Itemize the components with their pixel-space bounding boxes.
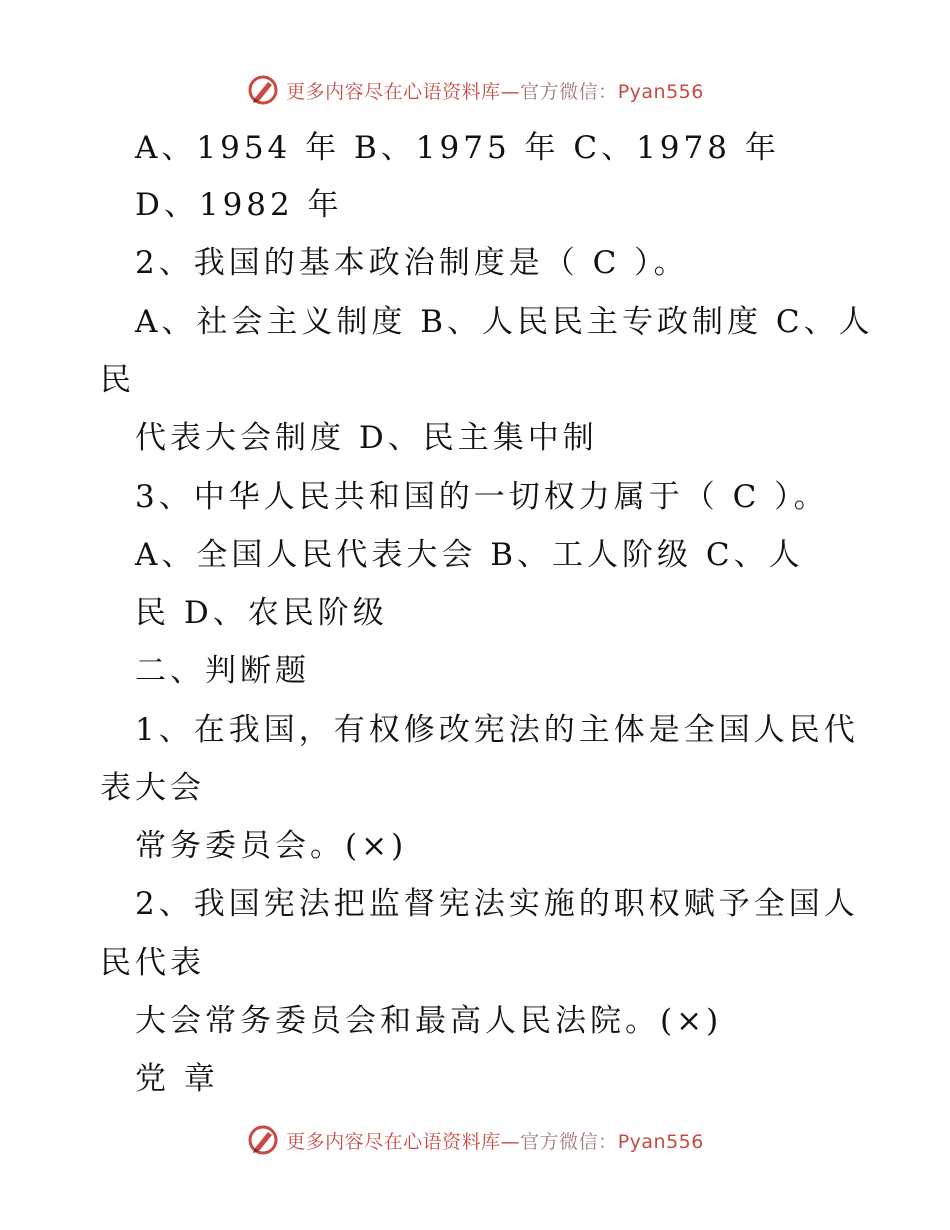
footer-brand: 更多内容尽在心语资料库	[286, 1130, 501, 1153]
text-line: 1、在我国，有权修改宪法的主体是全国人民代	[135, 712, 859, 748]
pen-logo-icon	[246, 73, 280, 107]
footer-text	[286, 1127, 704, 1154]
header-wechat-id: Pyan556	[617, 80, 704, 103]
text-line: 民 D、农民阶级	[135, 595, 388, 631]
text-line: 常务委员会。(×)	[135, 828, 408, 864]
section-heading: 二、判断题	[135, 653, 310, 689]
text-line: A、社会主义制度 B、人民民主专政制度 C、人	[135, 304, 874, 340]
footer-separator: —	[500, 1130, 521, 1153]
footer-watermark	[0, 1120, 950, 1160]
text-line: 大会常务委员会和最高人民法院。(×)	[135, 1003, 723, 1039]
header-wechat-label: 官方微信：	[520, 80, 618, 103]
text-line: A、1954 年 B、1975 年 C、1978 年	[135, 130, 780, 166]
footer-wechat-label: 官方微信：	[520, 1130, 618, 1153]
header-text	[286, 77, 704, 104]
footer-wechat-id: Pyan556	[617, 1130, 704, 1153]
text-line: 3、中华人民共和国的一切权力属于（ C ）。	[135, 479, 829, 515]
text-line: 2、我国宪法把监督宪法实施的职权赋予全国人	[135, 886, 859, 922]
text-line: 民代表	[100, 945, 205, 981]
header-watermark	[0, 70, 950, 110]
pen-logo-icon	[246, 1123, 280, 1157]
text-line: A、全国人民代表大会 B、工人阶级 C、人	[135, 537, 804, 573]
text-line: 民	[100, 362, 135, 398]
text-line: 2、我国的基本政治制度是（ C ）。	[135, 245, 689, 281]
section-heading: 党 章	[135, 1061, 219, 1097]
text-line: 表大会	[100, 770, 205, 806]
text-line: 代表大会制度 D、民主集中制	[135, 420, 598, 456]
header-separator: —	[500, 80, 521, 103]
header-brand: 更多内容尽在心语资料库	[286, 80, 501, 103]
text-line: D、1982 年	[135, 187, 343, 223]
